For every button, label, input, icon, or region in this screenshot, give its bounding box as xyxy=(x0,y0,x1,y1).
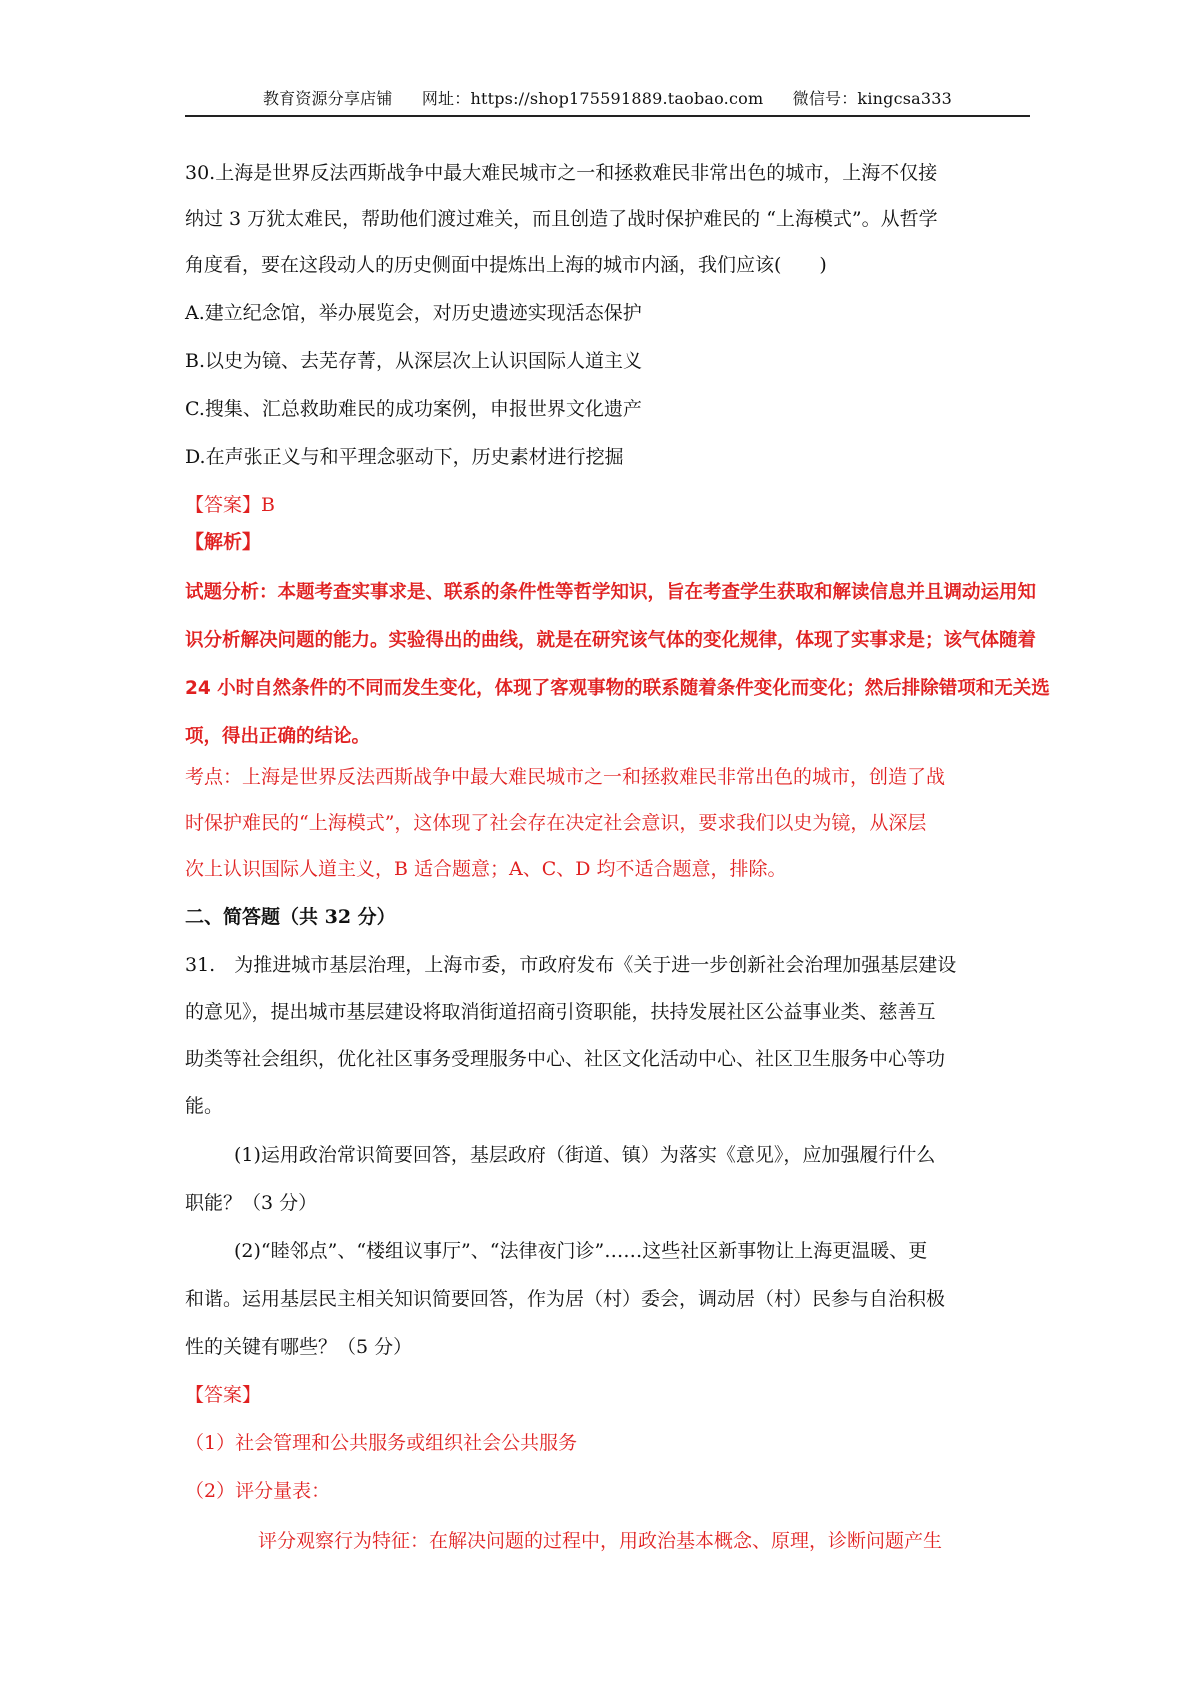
shop-url: 网址：https://shop175591889.taobao.com xyxy=(421,89,764,108)
section-title: 二、简答题（共 32 分） xyxy=(185,906,396,928)
q31-stem-line: 助类等社会组织，优化社区事务受理服务中心、社区文化活动中心、社区卫生服务中心等功 xyxy=(185,1048,946,1070)
q31-sub2-line: 性的关键有哪些？（5 分） xyxy=(185,1336,413,1358)
q30-analysis-line: 试题分析：本题考查实事求是、联系的条件性等哲学知识，旨在考查学生获取和解读信息并且调动运用知 xyxy=(185,582,1037,603)
page-header xyxy=(185,86,1030,117)
q30-analysis-line: 识分析解决问题的能力。实验得出的曲线，就是在研究该气体的变化规律，体现了实事求是；该气体随着 xyxy=(185,630,1037,651)
q30-kaodian-line: 次上认识国际人道主义，B 适合题意；A、C、D 均不适合题意，排除。 xyxy=(185,858,787,880)
q30-stem-line: 角度看，要在这段动人的历史侧面中提炼出上海的城市内涵，我们应该( ) xyxy=(185,254,827,276)
q30-stem-line: 30.上海是世界反法西斯战争中最大难民城市之一和拯救难民非常出色的城市，上海不仅接 xyxy=(185,162,938,184)
q30-kaodian-line: 时保护难民的“上海模式”，这体现了社会存在决定社会意识，要求我们以史为镜，从深层 xyxy=(185,812,927,834)
q30-option-d: D.在声张正义与和平理念驱动下，历史素材进行挖掘 xyxy=(185,446,624,468)
q30-option-c: C.搜集、汇总救助难民的成功案例，申报世界文化遗产 xyxy=(185,398,642,420)
wechat-id: 微信号：kingcsa333 xyxy=(792,89,953,108)
q31-answer-label: 【答案】 xyxy=(185,1384,262,1406)
q31-sub1-line: (1)运用政治常识简要回答，基层政府（街道、镇）为落实《意见》，应加强履行什么 xyxy=(234,1144,936,1166)
q31-sub2-line: 和谐。运用基层民主相关知识简要回答，作为居（村）委会，调动居（村）民参与自治积极 xyxy=(185,1288,946,1310)
q30-option-b: B.以史为镜、去芜存菁，从深层次上认识国际人道主义 xyxy=(185,350,643,372)
q30-analysis-label: 【解析】 xyxy=(185,531,262,553)
q30-stem-line: 纳过 3 万犹太难民，帮助他们渡过难关，而且创造了战时保护难民的 “上海模式”。从哲学 xyxy=(185,208,938,230)
q31-sub1-line: 职能？（3 分） xyxy=(185,1192,318,1214)
q30-analysis-line: 24 小时自然条件的不同而发生变化，体现了客观事物的联系随着条件变化而变化；然后排除错项和无关选 xyxy=(185,678,1050,699)
q30-option-a: A.建立纪念馆，举办展览会，对历史遗迹实现活态保护 xyxy=(185,302,642,324)
q30-answer-label: 【答案】B xyxy=(185,494,275,516)
q31-stem-line: 的意见》，提出城市基层建设将取消街道招商引资职能，扶持发展社区公益事业类、慈善互 xyxy=(185,1001,936,1023)
q30-kaodian-line: 考点：上海是世界反法西斯战争中最大难民城市之一和拯救难民非常出色的城市，创造了战 xyxy=(185,766,946,788)
q31-answer-line: （2）评分量表： xyxy=(185,1480,331,1502)
q31-stem-line: 能。 xyxy=(185,1095,224,1117)
q31-answer-line: （1）社会管理和公共服务或组织社会公共服务 xyxy=(185,1432,578,1454)
q31-answer-line: 评分观察行为特征：在解决问题的过程中，用政治基本概念、原理，诊断问题产生 xyxy=(258,1530,943,1552)
shop-name: 教育资源分享店铺 xyxy=(262,89,393,108)
q31-sub2-line: (2)“睦邻点”、“楼组议事厅”、“法律夜门诊”……这些社区新事物让上海更温暖、更 xyxy=(234,1240,928,1262)
q31-stem-line: 31. 为推进城市基层治理，上海市委，市政府发布《关于进一步创新社会治理加强基层建设 xyxy=(185,954,957,976)
q30-analysis-line: 项，得出正确的结论。 xyxy=(185,726,371,747)
